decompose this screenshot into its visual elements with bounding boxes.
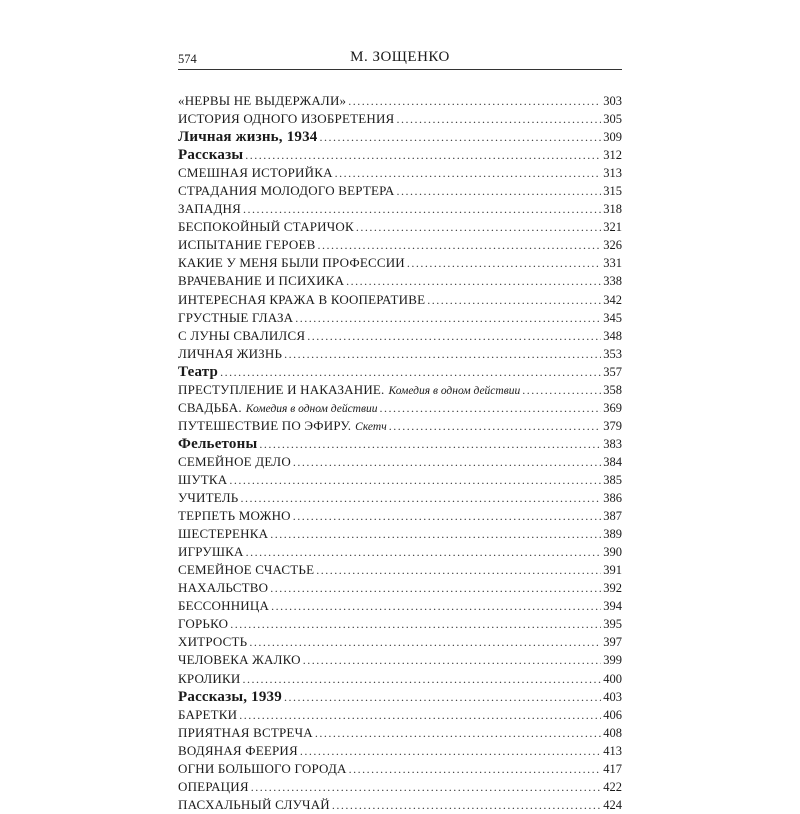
entry-subtitle: Комедия в одном действии (245, 402, 378, 415)
entry-title: С ЛУНЫ СВАЛИЛСЯ (178, 327, 306, 343)
entry-title: ИНТЕРЕСНАЯ КРАЖА В КООПЕРАТИВЕ (178, 291, 426, 307)
entry-page-number: 358 (603, 382, 622, 397)
toc-entry (178, 561, 622, 579)
entry-title: ПАСХАЛЬНЫЙ СЛУЧАЙ (178, 796, 330, 812)
toc-entry (178, 796, 622, 814)
dot-leader (284, 345, 601, 363)
toc-entry (178, 633, 622, 651)
toc-entry (178, 272, 622, 290)
toc-entry (178, 760, 622, 778)
dot-leader (240, 489, 601, 507)
entry-title: ОПЕРАЦИЯ (178, 778, 249, 794)
entry-page-number: 395 (603, 617, 622, 632)
entry-page-number: 392 (603, 581, 622, 596)
toc-entry (178, 417, 622, 435)
entry-page-number: 391 (603, 563, 622, 578)
entry-title: ШУТКА (178, 471, 228, 487)
toc-entry (178, 200, 622, 218)
entry-title: ТЕРПЕТЬ МОЖНО (178, 508, 291, 524)
dot-leader (284, 688, 601, 706)
dot-leader (303, 651, 602, 669)
entry-title: ВРАЧЕВАНИЕ И ПСИХИКА (178, 273, 345, 289)
dot-leader (295, 309, 601, 327)
page-number: 574 (178, 52, 197, 66)
dot-leader (389, 417, 602, 435)
entry-title: ГОРЬКО (178, 616, 229, 632)
dot-leader (315, 724, 601, 742)
dot-leader (229, 471, 601, 489)
toc-entry (178, 724, 622, 742)
toc-entry (178, 327, 622, 345)
dot-leader (271, 597, 601, 615)
entry-page-number: 397 (603, 635, 622, 650)
entry-title: ЛИЧНАЯ ЖИЗНЬ (178, 345, 283, 361)
entry-page-number: 305 (603, 112, 622, 127)
toc-entry (178, 670, 622, 688)
toc-entry (178, 615, 622, 633)
toc-entry (178, 453, 622, 471)
dot-leader (335, 164, 602, 182)
toc-entry (178, 489, 622, 507)
entry-page-number: 413 (603, 743, 622, 758)
toc-section-heading (178, 363, 622, 381)
entry-page-number: 326 (603, 238, 622, 253)
entry-page-number: 309 (603, 130, 622, 145)
toc-entry (178, 471, 622, 489)
toc-section-heading (178, 128, 622, 146)
entry-page-number: 312 (603, 148, 622, 163)
toc-entry (178, 218, 622, 236)
dot-leader (348, 92, 601, 110)
entry-page-number: 390 (603, 545, 622, 560)
toc-entry (178, 525, 622, 543)
entry-page-number: 313 (603, 166, 622, 181)
entry-title: НАХАЛЬСТВО (178, 580, 269, 596)
entry-page-number: 403 (603, 689, 622, 704)
dot-leader (407, 254, 601, 272)
entry-page-number: 422 (603, 779, 622, 794)
entry-title: ХИТРОСТЬ (178, 634, 248, 650)
entry-page-number: 331 (603, 256, 622, 271)
toc-entry (178, 236, 622, 254)
entry-page-number: 384 (603, 454, 622, 469)
dot-leader (242, 670, 601, 688)
entry-title: ОГНИ БОЛЬШОГО ГОРОДА (178, 760, 347, 776)
entry-page-number: 338 (603, 274, 622, 289)
dot-leader (379, 399, 601, 417)
toc-entry (178, 543, 622, 561)
entry-page-number: 369 (603, 400, 622, 415)
entry-title: ИСПЫТАНИЕ ГЕРОЕВ (178, 237, 316, 253)
dot-leader (396, 110, 601, 128)
toc-entry (178, 742, 622, 760)
dot-leader (293, 453, 601, 471)
entry-title: ГРУСТНЫЕ ГЛАЗА (178, 309, 294, 325)
entry-page-number: 400 (603, 671, 622, 686)
entry-page-number: 385 (603, 472, 622, 487)
entry-page-number: 315 (603, 184, 622, 199)
entry-page-number: 379 (603, 418, 622, 433)
dot-leader (320, 128, 602, 146)
toc-section-heading (178, 688, 622, 706)
dot-leader (251, 778, 602, 796)
entry-page-number: 383 (603, 436, 622, 451)
entry-page-number: 408 (603, 725, 622, 740)
entry-page-number: 321 (603, 220, 622, 235)
entry-title: СМЕШНАЯ ИСТОРИЙКА (178, 165, 333, 181)
entry-title: ИГРУШКА (178, 544, 244, 560)
toc-entry (178, 110, 622, 128)
entry-title: Личная жизнь, 1934 (178, 129, 318, 146)
entry-page-number: 387 (603, 509, 622, 524)
entry-page-number: 394 (603, 599, 622, 614)
dot-leader (346, 272, 601, 290)
entry-page-number: 424 (603, 797, 622, 812)
entry-title: ЗАПАДНЯ (178, 201, 242, 217)
entry-title: Рассказы, 1939 (178, 688, 282, 705)
entry-page-number: 318 (603, 202, 622, 217)
entry-title: ПУТЕШЕСТВИЕ ПО ЭФИРУ. (178, 417, 352, 433)
toc-entry (178, 164, 622, 182)
toc-entry (178, 651, 622, 669)
dot-leader (270, 579, 601, 597)
entry-page-number: 406 (603, 707, 622, 722)
dot-leader (293, 507, 602, 525)
entry-page-number: 386 (603, 491, 622, 506)
entry-page-number: 342 (603, 292, 622, 307)
entry-title: СТРАДАНИЯ МОЛОДОГО ВЕРТЕРА (178, 183, 395, 199)
entry-title: СЕМЕЙНОЕ ДЕЛО (178, 453, 291, 469)
dot-leader (246, 543, 602, 561)
entry-title: ВОДЯНАЯ ФЕЕРИЯ (178, 742, 298, 758)
dot-leader (243, 200, 601, 218)
dot-leader (249, 633, 601, 651)
toc-entry (178, 345, 622, 363)
entry-page-number: 345 (603, 310, 622, 325)
entry-title: «НЕРВЫ НЕ ВЫДЕРЖАЛИ» (178, 93, 347, 108)
entry-page-number: 348 (603, 328, 622, 343)
entry-title: БАРЕТКИ (178, 706, 238, 722)
toc-entry (178, 381, 622, 399)
entry-page-number: 303 (603, 94, 622, 108)
entry-subtitle: Комедия в одном действии (388, 384, 521, 397)
dot-leader (259, 435, 601, 453)
entry-title: ПРИЯТНАЯ ВСТРЕЧА (178, 724, 313, 740)
toc-entry (178, 507, 622, 525)
entry-title: БЕССОННИЦА (178, 598, 270, 614)
entry-title: ПРЕСТУПЛЕНИЕ И НАКАЗАНИЕ. (178, 381, 385, 397)
entry-page-number: 357 (603, 364, 622, 379)
dot-leader (239, 706, 601, 724)
dot-leader (220, 363, 601, 381)
toc-entry (178, 309, 622, 327)
dot-leader (245, 146, 601, 164)
toc-entry (178, 92, 622, 110)
dot-leader (522, 381, 601, 399)
dot-leader (427, 291, 601, 309)
dot-leader (317, 236, 601, 254)
header-rule (178, 69, 622, 70)
dot-leader (270, 525, 601, 543)
dot-leader (356, 218, 601, 236)
toc-entry (178, 182, 622, 200)
entry-title: ЧЕЛОВЕКА ЖАЛКО (178, 652, 301, 668)
entry-subtitle: Скетч (355, 420, 387, 433)
dot-leader (307, 327, 601, 345)
entry-page-number: 389 (603, 527, 622, 542)
entry-title: СЕМЕЙНОЕ СЧАСТЬЕ (178, 562, 315, 578)
entry-title: ИСТОРИЯ ОДНОГО ИЗОБРЕТЕНИЯ (178, 111, 395, 127)
toc-entry (178, 291, 622, 309)
entry-title: КРОЛИКИ (178, 670, 241, 686)
toc-entry (178, 399, 622, 417)
table-of-contents (178, 92, 622, 814)
toc-section-heading (178, 435, 622, 453)
dot-leader (230, 615, 601, 633)
toc-entry (178, 778, 622, 796)
toc-entry (178, 254, 622, 272)
dot-leader (316, 561, 601, 579)
dot-leader (300, 742, 601, 760)
entry-page-number: 353 (603, 346, 622, 361)
entry-title: ШЕСТЕРЕНКА (178, 526, 269, 542)
entry-title: Рассказы (178, 147, 244, 164)
toc-entry (178, 706, 622, 724)
page-header (178, 46, 622, 68)
entry-title: Театр (178, 363, 219, 380)
entry-page-number: 417 (603, 761, 622, 776)
entry-page-number: 399 (603, 653, 622, 668)
toc-section-heading (178, 146, 622, 164)
dot-leader (397, 182, 602, 200)
toc-entry (178, 597, 622, 615)
entry-title: КАКИЕ У МЕНЯ БЫЛИ ПРОФЕССИИ (178, 255, 405, 271)
entry-title: УЧИТЕЛЬ (178, 490, 239, 506)
entry-title: СВАДЬБА. (178, 399, 242, 415)
dot-leader (349, 760, 602, 778)
dot-leader (332, 796, 601, 814)
entry-title: Фельетоны (178, 435, 258, 452)
entry-title: БЕСПОКОЙНЫЙ СТАРИЧОК (178, 219, 354, 235)
running-head-author: М. ЗОЩЕНКО (350, 49, 450, 65)
toc-entry (178, 579, 622, 597)
